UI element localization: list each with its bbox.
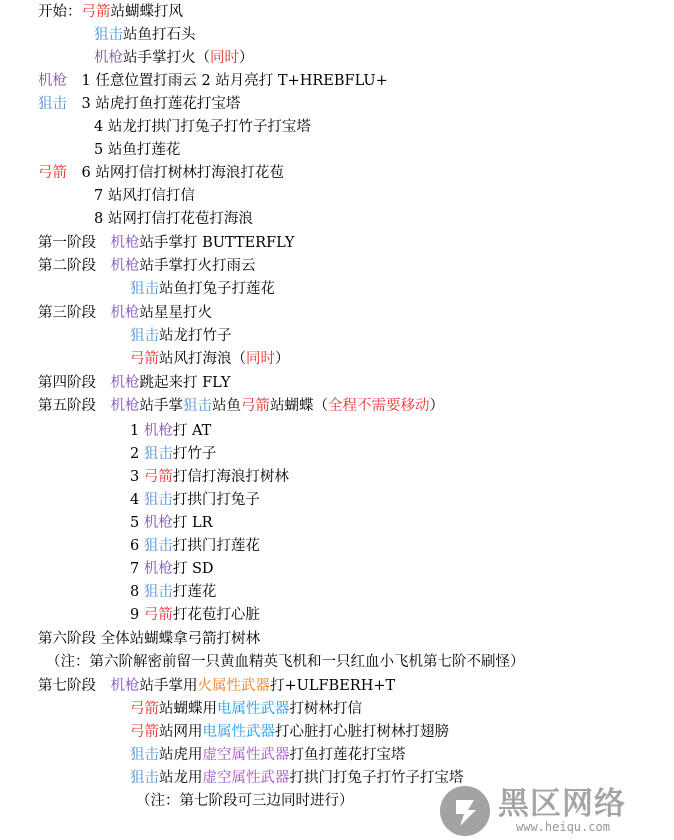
- line-text: 5: [130, 515, 144, 531]
- text-line: [130, 721, 449, 744]
- line-text: 打 LR: [172, 515, 213, 531]
- highlighted-text: 电属性武器: [217, 701, 290, 717]
- line-text: 打信打海浪打树林: [172, 469, 289, 485]
- highlighted-text: 狙击: [143, 446, 173, 462]
- line-text: 站蝴蝶用: [159, 701, 217, 717]
- text-line: [130, 698, 362, 721]
- highlighted-text: 狙击: [130, 770, 159, 786]
- highlighted-text: 弓箭: [130, 724, 159, 740]
- line-text: 9: [130, 607, 144, 623]
- highlighted-text: 机枪: [110, 678, 140, 694]
- line-text: 第六阶段 全体站蝴蝶拿弓箭打树林: [38, 631, 261, 647]
- line-text: 3 站虎打鱼打莲花打宝塔: [67, 96, 241, 112]
- highlighted-text: 虚空属性武器: [202, 770, 290, 786]
- line-text: 站鱼: [212, 398, 241, 414]
- text-line: [130, 420, 211, 443]
- highlighted-text: 同时: [210, 50, 239, 66]
- highlighted-text: 狙击: [143, 584, 173, 600]
- line-text: 6: [130, 538, 144, 554]
- highlighted-text: 机枪: [94, 50, 123, 66]
- line-text: 8 站网打信打花苞打海浪: [94, 211, 253, 227]
- line-text: 站手掌打 BUTTERFLY: [139, 235, 295, 251]
- highlighted-text: 机枪: [110, 398, 140, 414]
- text-line: [94, 47, 254, 70]
- text-line: [130, 535, 260, 558]
- highlighted-text: 电属性武器: [202, 724, 275, 740]
- line-text: 第五阶段: [38, 398, 111, 414]
- text-line: [38, 395, 444, 418]
- highlighted-text: 狙击: [143, 538, 173, 554]
- highlighted-text: 狙击: [130, 747, 159, 763]
- text-line: [94, 139, 180, 162]
- highlighted-text: 全程不需要移动: [328, 398, 430, 414]
- text-line: [94, 24, 196, 47]
- highlighted-text: 机枪: [110, 375, 140, 391]
- line-text: 站星星打火: [139, 305, 212, 321]
- text-line: [38, 372, 230, 395]
- highlighted-text: 机枪: [143, 561, 173, 577]
- text-line: [130, 348, 290, 371]
- highlighted-text: 机枪: [143, 423, 173, 439]
- line-text: 打心脏打心脏打树林打翅膀: [275, 724, 449, 740]
- line-text: 打拱门打兔子打竹子打宝塔: [289, 770, 464, 786]
- line-text: 跳起来打 FLY: [139, 375, 231, 391]
- highlighted-text: 狙击: [143, 492, 173, 508]
- line-text: 打拱门打莲花: [172, 538, 260, 554]
- line-text: 4: [130, 492, 144, 508]
- line-text: 6 站网打信打树林打海浪打花苞: [67, 165, 284, 181]
- line-text: （注：第六阶解密前留一只黄血精英飞机和一只红血小飞机第七阶不刷怪）: [46, 654, 525, 670]
- line-text: 站鱼打石头: [123, 27, 196, 43]
- line-text: 1: [130, 423, 144, 439]
- text-line: [38, 1, 183, 24]
- text-line: [94, 185, 195, 208]
- line-text: 第一阶段: [38, 235, 111, 251]
- text-line: [38, 675, 395, 698]
- text-line: [130, 581, 216, 604]
- line-text: ）: [239, 50, 254, 66]
- highlighted-text: 同时: [246, 351, 275, 367]
- line-text: 打+ULFBERH+T: [270, 678, 396, 694]
- text-line: [130, 278, 275, 301]
- line-text: 站手掌打火（: [123, 50, 210, 66]
- highlighted-text: 机枪: [38, 73, 67, 89]
- text-line: [38, 93, 240, 116]
- line-text: 打莲花: [172, 584, 217, 600]
- highlighted-text: 狙击: [94, 27, 123, 43]
- line-text: 7: [130, 561, 144, 577]
- text-line: [130, 744, 406, 767]
- line-text: 开始：: [38, 4, 82, 20]
- line-text: 3: [130, 469, 144, 485]
- line-text: 站手掌: [139, 398, 183, 414]
- line-text: 站虎用: [159, 747, 203, 763]
- highlighted-text: 狙击: [38, 96, 67, 112]
- line-text: 打树林打信: [289, 701, 362, 717]
- highlighted-text: 弓箭: [143, 607, 173, 623]
- highlighted-text: 弓箭: [130, 701, 159, 717]
- line-text: 站蝴蝶（: [270, 398, 328, 414]
- line-text: 打 AT: [172, 423, 212, 439]
- text-line: [130, 512, 213, 535]
- watermark: [438, 784, 670, 838]
- line-text: 站龙打竹子: [159, 328, 232, 344]
- line-text: 打竹子: [172, 446, 217, 462]
- watermark-title: 黑区网络: [498, 786, 626, 822]
- text-line: [38, 70, 388, 93]
- line-text: 7 站风打信打信: [94, 188, 195, 204]
- text-line: [130, 558, 214, 581]
- line-text: 打花苞打心脏: [172, 607, 260, 623]
- line-text: 2: [130, 446, 144, 462]
- line-text: 站网用: [159, 724, 203, 740]
- highlighted-text: 虚空属性武器: [202, 747, 290, 763]
- highlighted-text: 弓箭: [143, 469, 173, 485]
- text-line: [130, 604, 260, 627]
- highlighted-text: 弓箭: [81, 4, 111, 20]
- text-line: [130, 489, 260, 512]
- heiqu-logo-icon: [438, 784, 492, 838]
- highlighted-text: 火属性武器: [197, 678, 270, 694]
- text-line: [38, 628, 260, 651]
- line-text: 8: [130, 584, 144, 600]
- highlighted-text: 弓箭: [38, 165, 67, 181]
- line-text: 站手掌用: [139, 678, 198, 694]
- line-text: 第二阶段: [38, 258, 111, 274]
- text-line: [46, 651, 525, 674]
- line-text: 5 站鱼打莲花: [94, 142, 181, 158]
- line-text: 站手掌打火打雨云: [139, 258, 256, 274]
- line-text: 第三阶段: [38, 305, 111, 321]
- highlighted-text: 机枪: [110, 258, 140, 274]
- text-line: [94, 116, 311, 139]
- highlighted-text: 狙击: [130, 328, 159, 344]
- highlighted-text: 狙击: [130, 281, 159, 297]
- line-text: 1 任意位置打雨云 2 站月亮打 T+HREBFLU+: [67, 73, 388, 89]
- line-text: 打拱门打兔子: [172, 492, 260, 508]
- line-text: 打 SD: [172, 561, 214, 577]
- line-text: 站风打海浪（: [159, 351, 246, 367]
- text-line: [38, 302, 212, 325]
- text-line: [136, 790, 354, 813]
- text-line: [130, 325, 232, 348]
- line-text: 4 站龙打拱门打兔子打竹子打宝塔: [94, 119, 311, 135]
- line-text: 打鱼打莲花打宝塔: [289, 747, 406, 763]
- line-text: 站鱼打兔子打莲花: [159, 281, 275, 297]
- highlighted-text: 狙击: [183, 398, 212, 414]
- highlighted-text: 机枪: [110, 305, 140, 321]
- line-text: ）: [275, 351, 290, 367]
- text-line: [130, 466, 289, 489]
- line-text: 站龙用: [159, 770, 203, 786]
- highlighted-text: 弓箭: [241, 398, 270, 414]
- line-text: （注：第七阶段可三边同时进行）: [136, 793, 354, 809]
- highlighted-text: 机枪: [143, 515, 173, 531]
- watermark-url: www.heiqu.com: [516, 820, 610, 834]
- line-text: 第七阶段: [38, 678, 111, 694]
- text-line: [38, 255, 256, 278]
- text-line: [38, 232, 294, 255]
- line-text: 站蝴蝶打风: [110, 4, 183, 20]
- text-line: [130, 767, 464, 790]
- line-text: 第四阶段: [38, 375, 111, 391]
- highlighted-text: 弓箭: [130, 351, 159, 367]
- text-line: [38, 162, 284, 185]
- text-line: [94, 208, 253, 231]
- highlighted-text: 机枪: [110, 235, 140, 251]
- line-text: ）: [429, 398, 444, 414]
- text-line: [130, 443, 216, 466]
